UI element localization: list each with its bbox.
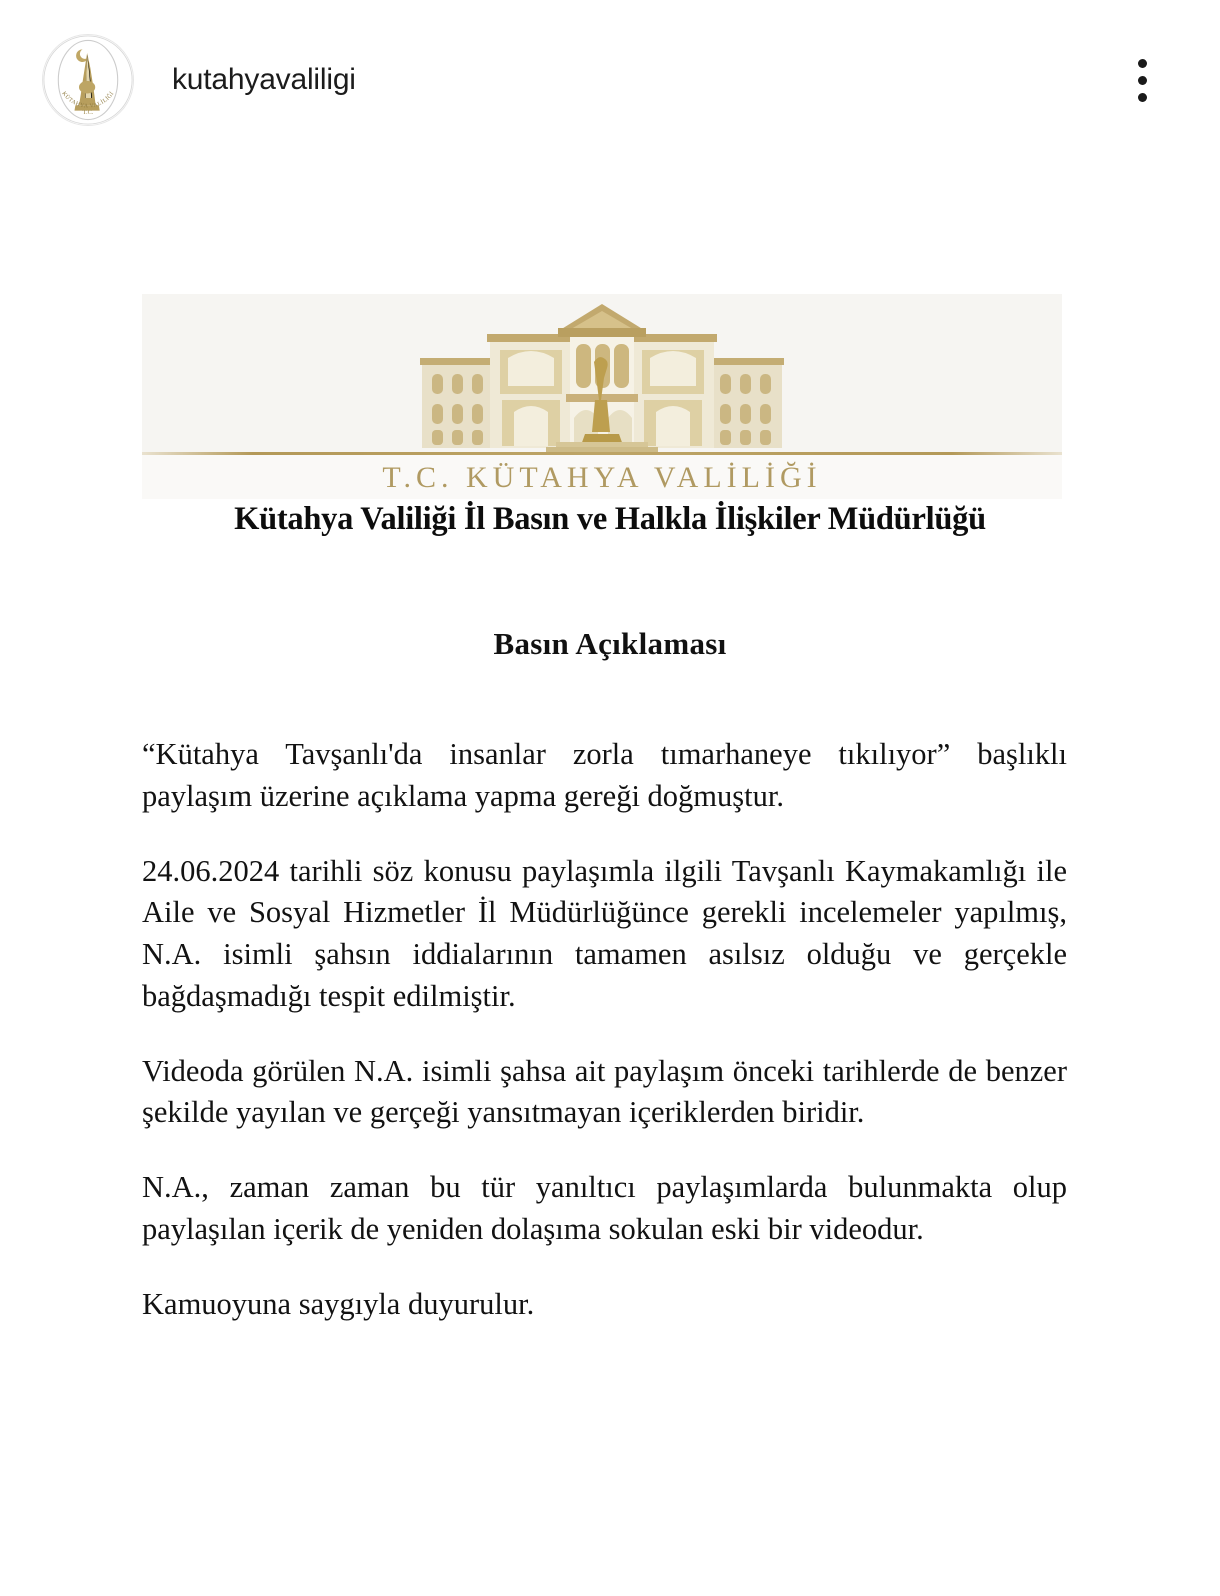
more-dot	[1138, 93, 1147, 102]
more-dot	[1138, 59, 1147, 68]
organization-title: Kütahya Valiliği İl Basın ve Halkla İlişkiler Müdürlüğü	[234, 501, 986, 537]
press-release-document	[0, 294, 1220, 1326]
press-release-body	[142, 734, 1067, 1326]
more-options-icon[interactable]	[1120, 50, 1164, 110]
paragraph: Kamuoyuna saygıyla duyurulur.	[142, 1286, 535, 1321]
paragraph: “Kütahya Tavşanlı'da insanlar zorla tımarhaneye tıkılıyor” başlıklı paylaşım üzerine açıklama yapma gereği doğmuştur.	[142, 737, 1067, 813]
post-header	[0, 0, 1220, 160]
paragraph: Videoda görülen N.A. isimli şahsa ait paylaşım önceki tarihlerde de benzer şekilde yayılan ve gerçeği yansıtmayan içeriklerden biridir.	[142, 1053, 1067, 1130]
document-heading: Basın Açıklaması	[493, 626, 727, 661]
more-dot	[1138, 76, 1147, 85]
paragraph: N.A., zaman zaman bu tür yanıltıcı paylaşımlarda bulunmakta olup paylaşılan içerik de yeniden dolaşıma sokulan eski bir videodur.	[142, 1170, 1067, 1247]
government-building-icon	[142, 300, 1062, 452]
avatar-emblem-icon	[43, 35, 133, 125]
letterhead-caption: T.C. KÜTAHYA VALİLİĞİ	[142, 455, 1062, 499]
paragraph: 24.06.2024 tarihli söz konusu paylaşımla ilgili Tavşanlı Kaymakamlığı ile Aile ve Sosyal Hizmetler İl Müdürlüğünce gerekli incelemeler yapılmış, N.A. isimli şahsın iddialarının tamamen asılsız olduğu ve gerçekle bağdaşmadığı tespit edilmiştir.	[142, 853, 1067, 1013]
avatar[interactable]	[42, 34, 134, 126]
account-username[interactable]: kutahyavaliligi	[172, 63, 356, 96]
letterhead-banner	[142, 294, 1062, 499]
svg-text:KÜTAHYA VALİLİĞİ: KÜTAHYA VALİLİĞİ	[60, 90, 116, 110]
svg-text:T.C.: T.C.	[82, 109, 94, 117]
